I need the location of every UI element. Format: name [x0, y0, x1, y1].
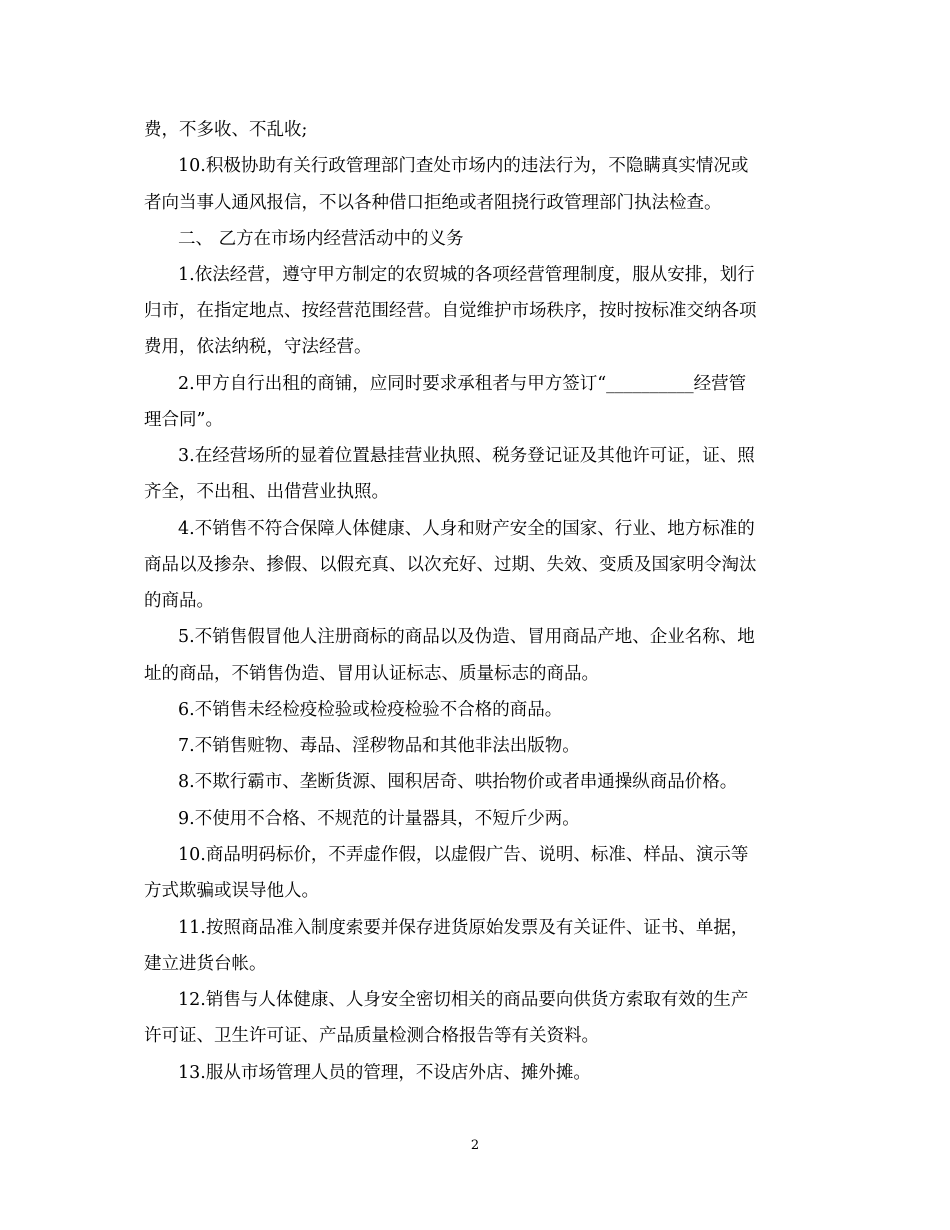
clause-8-line: 8.不欺行霸市、垄断货源、囤积居奇、哄抬物价或者串通操纵商品价格。: [178, 772, 738, 792]
body-text-line: 归市，在指定地点、按经营范围经营。自觉维护市场秩序，按时按标准交纳各项: [144, 301, 757, 321]
body-text-line: 建立进货台帐。: [144, 954, 267, 974]
clause-12-line: 12.销售与人体健康、人身安全密切相关的商品要向供货方索取有效的生产: [178, 990, 749, 1010]
body-text-line: 许可证、卫生许可证、产品质量检测合格报告等有关资料。: [144, 1026, 599, 1046]
clause-3-line: 3.在经营场所的显着位置悬挂营业执照、税务登记证及其他许可证，证、照: [178, 446, 755, 466]
clause-13-line: 13.服从市场管理人员的管理，不设店外店、摊外摊。: [178, 1063, 591, 1083]
body-text-line: 理合同”。: [144, 410, 223, 430]
page-number: 2: [470, 1138, 480, 1153]
clause-11-line: 11.按照商品准入制度索要并保存进货原始发票及有关证件、证书、单据，: [178, 918, 749, 938]
body-text-line: 址的商品，不销售伪造、冒用认证标志、质量标志的商品。: [144, 664, 599, 684]
body-text-line: 齐全，不出租、出借营业执照。: [144, 482, 389, 502]
section-heading: 二、 乙方在市场内经营活动中的义务: [178, 229, 464, 249]
clause-7-line: 7.不销售赃物、毒品、淫秽物品和其他非法出版物。: [178, 736, 580, 756]
body-text-line: 商品以及掺杂、掺假、以假充真、以次充好、过期、失效、变质及国家明令淘汰: [144, 555, 757, 575]
clause-5-line: 5.不销售假冒他人注册商标的商品以及伪造、冒用商品产地、企业名称、地: [178, 627, 755, 647]
body-text-line: 方式欺骗或误导他人。: [144, 881, 319, 901]
clause-6-line: 6.不销售未经检疫检验或检疫检验不合格的商品。: [178, 700, 563, 720]
clause-2-line: 2.甲方自行出租的商铺，应同时要求承租者与甲方签订“__________经营管: [178, 374, 747, 394]
clause-10-line: 10.商品明码标价，不弄虚作假，以虚假广告、说明、标准、样品、演示等: [178, 845, 749, 865]
body-text-line: 费，不多收、不乱收;: [144, 120, 308, 140]
clause-9-line: 9.不使用不合格、不规范的计量器具，不短斤少两。: [178, 809, 580, 829]
body-text-line: 的商品。: [144, 591, 214, 611]
body-text-line: 者向当事人通风报信，不以各种借口拒绝或者阻挠行政管理部门执法检查。: [144, 193, 722, 213]
clause-1-line: 1.依法经营，遵守甲方制定的农贸城的各项经营管理制度，服从安排，划行: [178, 265, 755, 285]
clause-4-line: 4.不销售不符合保障人体健康、人身和财产安全的国家、行业、地方标准的: [178, 519, 755, 539]
body-text-line: 费用，依法纳税，守法经营。: [144, 337, 372, 357]
clause-10-line: 10.积极协助有关行政管理部门查处市场内的违法行为，不隐瞒真实情况或: [178, 156, 749, 176]
